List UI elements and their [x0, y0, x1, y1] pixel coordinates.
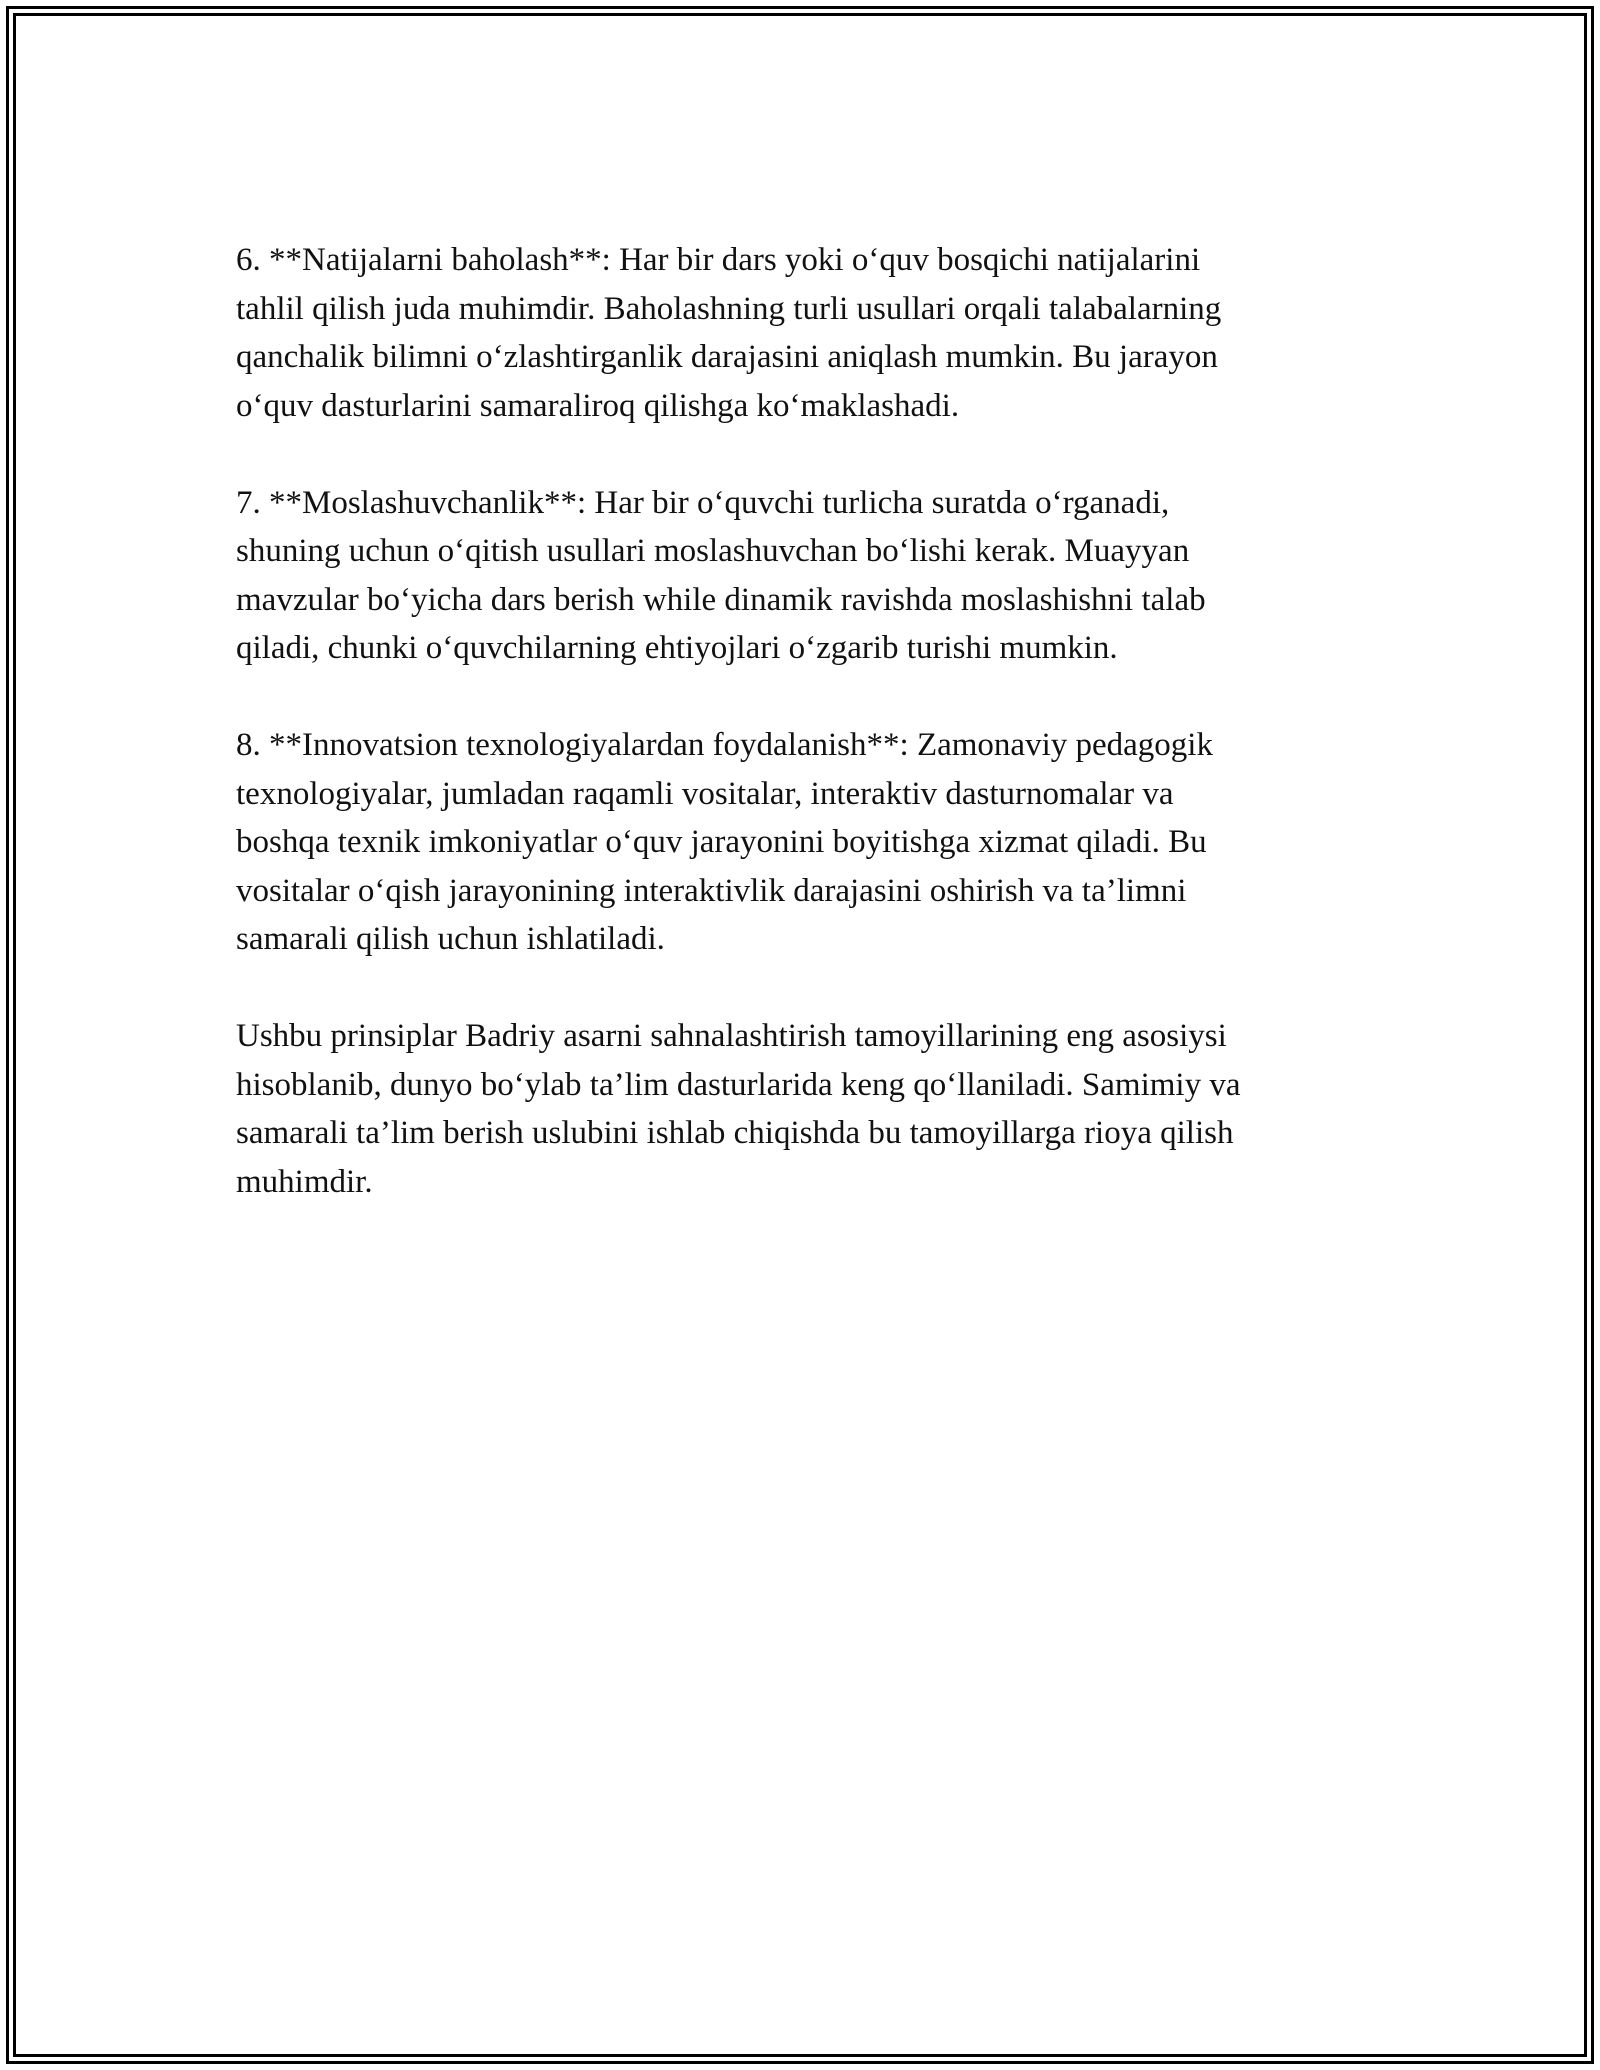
paragraph-natijalarni-baholash: 6. **Natijalarni baholash**: Har bir dars yoki o‘quv bosqichi natijalarini tahlil qilish juda muhimdir. Baholashning turli usullari orqali talabalarning qanchalik bilimni o‘zlashtirganlik darajasini aniqlash mumkin. Bu jarayon o‘quv dasturlarini samaraliroq qilishga ko‘maklashadi.	[236, 242, 1222, 424]
paragraph-moslashuvchanlik: 7. **Moslashuvchanlik**: Har bir o‘quvchi turlicha suratda o‘rganadi, shuning uchun o‘qitish usullari moslashuvchan bo‘lishi kerak. Muayyan mavzular bo‘yicha dars berish while dinamik ravishda moslashishni talab qiladi, chunki o‘quvchilarning ehtiyojlari o‘zgarib turishi mumkin.	[236, 484, 1206, 666]
paragraph-conclusion: Ushbu prinsiplar Badriy asarni sahnalashtirish tamoyillarining eng asosiysi hisoblanib, dunyo bo‘ylab ta’lim dasturlarida keng qo‘llaniladi. Samimiy va samarali ta’lim berish uslubini ishlab chiqishda bu tamoyillarga rioya qilish muhimdir.	[236, 1018, 1241, 1200]
document-body	[236, 236, 1366, 1255]
paragraph-innovatsion-texnologiyalar: 8. **Innovatsion texnologiyalardan foydalanish**: Zamonaviy pedagogik texnologiyalar, jumladan raqamli vositalar, interaktiv dasturnomalar va boshqa texnik imkoniyatlar o‘quv jarayonini boyitishga xizmat qiladi. Bu vositalar o‘qish jarayonining interaktivlik darajasini oshirish va ta’limni samarali qilish uchun ishlatiladi.	[236, 727, 1213, 957]
